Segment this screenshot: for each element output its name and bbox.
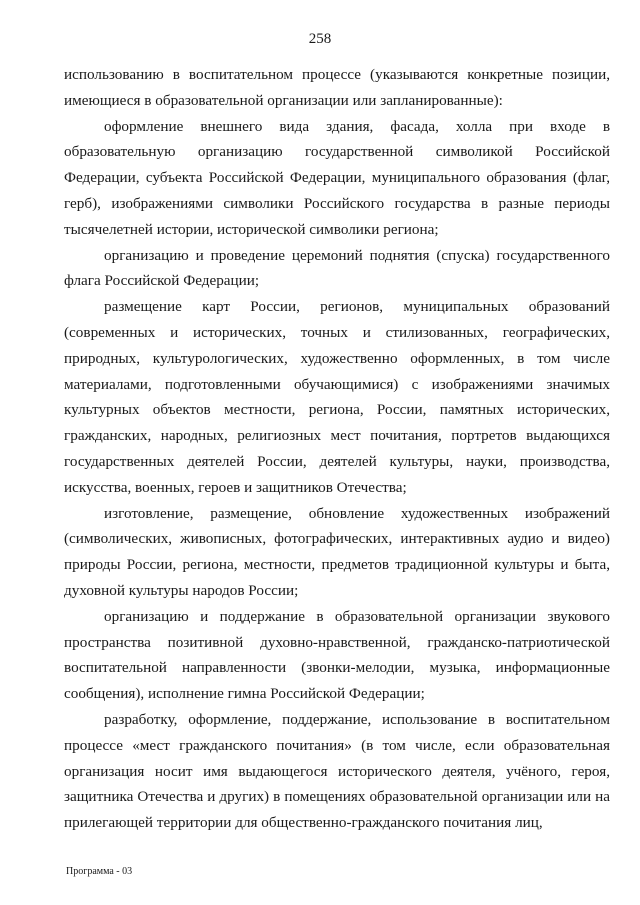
- page-number: 258: [308, 31, 332, 47]
- paragraph-continuation: использованию в воспитательном процессе (указываются конкретные позиции, имеющиеся в образовательной организации или запланированные):: [64, 66, 610, 109]
- paragraph-art-images: изготовление, размещение, обновление художественных изображений (символических, живописных, фотографических, интерактивных аудио и видео) природы России, региона, местности, предметов традиционной культуры и быта, духовной культуры народов России;: [64, 504, 610, 599]
- paragraph-maps: размещение карт России, регионов, муниципальных образований (современных и исторических, точных и стилизованных, географических, природных, культурологических, художественно оформленных, в том числе материалами, подготовленными обучающимися) с изображениями значимых культурных объектов местности, региона, России, памятных исторических, гражданских, народных, религиозных мест почитания, портретов выдающихся государственных деятелей России, деятелей культуры, науки, производства, искусства, военных, героев и защитников Отечества;: [64, 298, 610, 496]
- paragraph-memorial-places: разработку, оформление, поддержание, использование в воспитательном процессе «мест гражданского почитания» (в том числе, если образовательная организация носит имя выдающегося исторического деятеля, учёного, героя, защитника Отечества и других) в помещениях образовательной организации или на прилегающей территории для общественно-гражданского почитания лиц,: [64, 710, 610, 832]
- paragraph-facade-symbols: оформление внешнего вида здания, фасада, холла при входе в образовательную организацию государственной символикой Российской Федерации, субъекта Российской Федерации, муниципального образования (флаг, герб), изображениями символики Российского государства в разные периоды тысячелетней истории, исторической символики региона;: [64, 117, 610, 238]
- paragraph-sound-space: организацию и поддержание в образовательной организации звукового пространства позитивной духовно-нравственной, гражданско-патриотической воспитательной направленности (звонки-мелодии, музыка, информационные сообщения), исполнение гимна Российской Федерации;: [64, 607, 610, 703]
- body-text: [64, 62, 610, 836]
- footer-label: Программа - 03: [66, 866, 133, 877]
- paragraph-flag-ceremony: организацию и проведение церемоний поднятия (спуска) государственного флага Российской Федерации;: [64, 246, 610, 290]
